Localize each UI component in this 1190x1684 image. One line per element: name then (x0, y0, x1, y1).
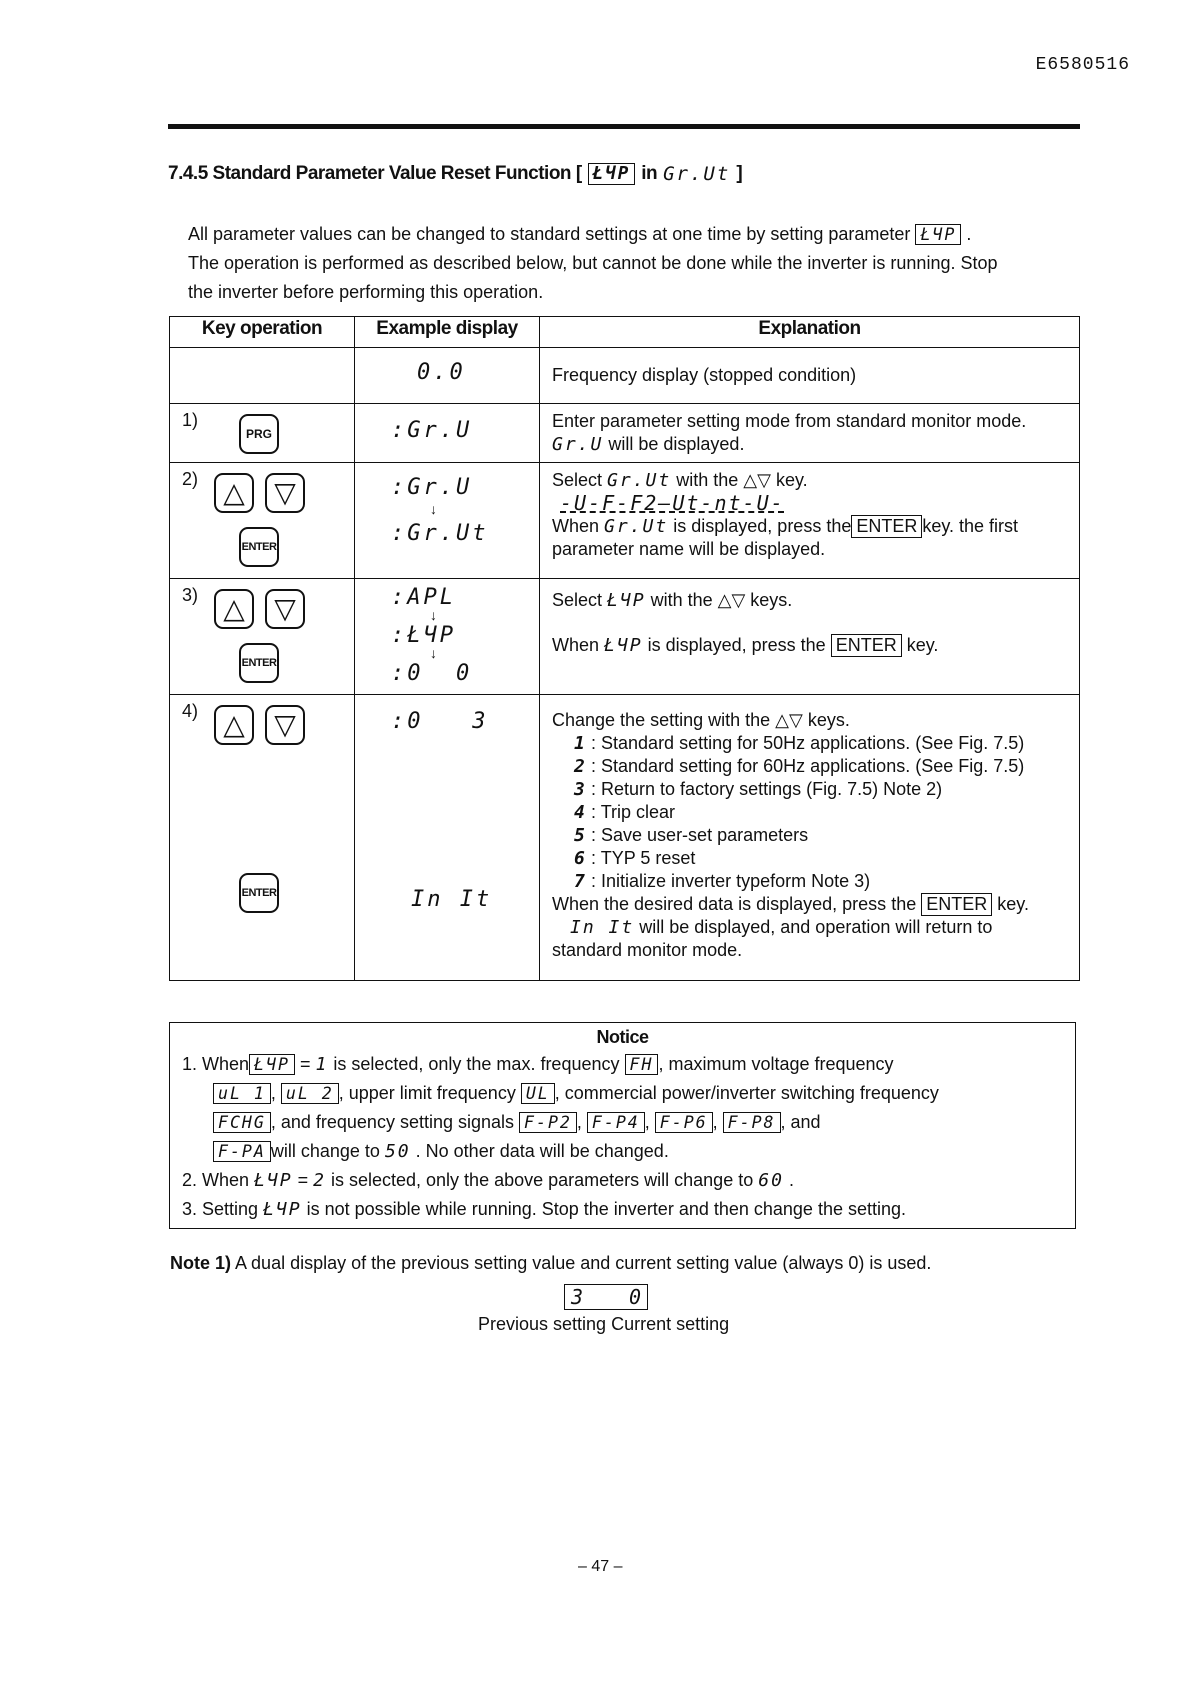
intro-line1: All parameter values can be changed to standard settings at one time by setting parameter (188, 224, 911, 244)
display-code: ŁЧP (607, 590, 646, 611)
header-rule (168, 124, 1080, 129)
display-cell (355, 579, 540, 695)
dual-display-box (564, 1284, 648, 1310)
notice-text: = (297, 1170, 309, 1190)
operation-table (169, 316, 1080, 981)
explanation-text: When (552, 635, 600, 655)
explanation-cell: Frequency display (stopped condition) (540, 348, 1080, 404)
display-code: 60 (758, 1170, 784, 1191)
param-box: F-P2 (519, 1112, 577, 1133)
down-key-icon: ▽ (265, 705, 305, 745)
notice-text: . No other data will be changed. (415, 1141, 669, 1161)
notice-text: is not possible while running. Stop the inverter and then change the setting. (306, 1199, 906, 1219)
display-code: ŁЧP (263, 1199, 302, 1220)
notice-text: 1. When (182, 1054, 250, 1074)
display-code: Gr.Ut (604, 516, 669, 537)
down-arrow-icon: ↓ (430, 501, 437, 517)
heading-prefix: 7.4.5 Standard Parameter Value Reset Function [ (168, 163, 582, 185)
notice-box (169, 1022, 1076, 1229)
notice-text: , commercial power/inverter switching frequency (554, 1083, 939, 1103)
option-list (552, 732, 1067, 893)
notice-text: is selected, only the above parameters will change to (330, 1170, 754, 1190)
param-box: uL 1 (213, 1083, 271, 1104)
current-setting-value: 0 (628, 1285, 641, 1309)
notice-text: , maximum voltage frequency (658, 1054, 894, 1074)
step-number: 4) (182, 701, 199, 721)
section-heading (168, 163, 742, 185)
step-number: 3) (182, 585, 199, 605)
explanation-line: will be displayed. (608, 434, 745, 454)
document-id: E6580516 (1035, 55, 1130, 75)
param-box: FCHG (213, 1112, 271, 1133)
enter-key-icon: ENTER (239, 873, 279, 913)
display-code: Gr.Ut (607, 470, 672, 491)
display-value: :Gr.Ut (391, 521, 489, 546)
table-row (170, 348, 1080, 404)
list-item: 1 : Standard setting for 50Hz applications. (See Fig. 7.5) (574, 733, 1025, 754)
parameter-sequence: -U-F-F2—Ut-nt-U- (560, 491, 785, 515)
display-value: 0.0 (417, 360, 466, 385)
key-cell (170, 463, 355, 579)
display-code: 1 (315, 1054, 329, 1075)
header-key-operation: Key operation (170, 317, 355, 348)
explanation-text: Select (552, 590, 603, 610)
display-code: Gr.U (552, 434, 604, 455)
explanation-text: When (552, 516, 600, 536)
step-number: 1) (182, 410, 199, 430)
list-item: 2 : Standard setting for 60Hz applications. (See Fig. 7.5) (574, 756, 1025, 777)
display-value: :Gr.U (391, 418, 473, 443)
explanation-text: is displayed, press the (673, 516, 852, 536)
table-row (170, 579, 1080, 695)
notice-text: = (299, 1054, 311, 1074)
display-code: 50 (384, 1141, 411, 1162)
heading-in: in (641, 163, 658, 185)
intro-line3: the inverter before performing this operation. (188, 282, 544, 302)
param-box: ŁЧP (249, 1054, 295, 1075)
notice-text: is selected, only the max. frequency (333, 1054, 620, 1074)
dual-display-caption: Previous setting Current setting (478, 1314, 730, 1334)
notice-title: Notice (596, 1027, 649, 1047)
table-row (170, 463, 1080, 579)
explanation-text: key. (997, 894, 1029, 914)
header-example-display: Example display (355, 317, 540, 348)
key-cell (170, 404, 355, 463)
notice-text: . (788, 1170, 794, 1190)
notice-text: 2. When (182, 1170, 250, 1190)
down-key-icon: ▽ (265, 589, 305, 629)
key-cell (170, 695, 355, 981)
param-box: F-P8 (723, 1112, 781, 1133)
display-value: :0 0 (391, 661, 473, 686)
explanation-text: When the desired data is displayed, press the (552, 894, 917, 914)
header-explanation: Explanation (540, 317, 1080, 348)
prg-key-icon: PRG (239, 414, 279, 454)
display-value: :0 3 (391, 709, 489, 734)
intro-line1-end: . (966, 224, 972, 244)
up-key-icon: △ (214, 473, 254, 513)
display-value: :Gr.U (391, 475, 473, 500)
notice-text: , and frequency setting signals (270, 1112, 515, 1132)
down-key-icon: ▽ (265, 473, 305, 513)
down-arrow-icon: ↓ (430, 607, 437, 623)
intro-paragraph (188, 220, 1078, 307)
display-value: In It (411, 887, 493, 912)
explanation-line: Enter parameter setting mode from standard monitor mode. (552, 411, 1027, 431)
note-text: A dual display of the previous setting value and current setting value (always 0) is used. (235, 1253, 932, 1273)
explanation-text: key. the first (922, 516, 1019, 536)
enter-key-label: ENTER (851, 515, 922, 538)
display-value: :APL (391, 585, 456, 610)
display-cell (355, 404, 540, 463)
enter-key-label: ENTER (831, 634, 902, 657)
display-code: ŁЧP (604, 635, 643, 656)
heading-param-box: ŁЧP (588, 163, 636, 185)
list-item: 4 : Trip clear (574, 802, 676, 823)
list-item: 6 : TYP 5 reset (574, 848, 696, 869)
explanation-cell (540, 404, 1080, 463)
explanation-cell (540, 463, 1080, 579)
up-key-icon: △ (214, 589, 254, 629)
step-number: 2) (182, 469, 199, 489)
notice-text: , and (780, 1112, 821, 1132)
param-box: FH (625, 1054, 659, 1075)
explanation-cell (540, 579, 1080, 695)
intro-param-box: ŁЧP (915, 224, 961, 245)
explanation-line: parameter name will be displayed. (552, 539, 826, 559)
notice-text: , upper limit frequency (338, 1083, 516, 1103)
display-cell (355, 348, 540, 404)
enter-key-icon: ENTER (239, 527, 279, 567)
display-code: 2 (313, 1170, 326, 1191)
notice-body: 1. When ŁЧP = 1 is selected, only the max. frequency FH , maximum voltage frequency uL 1 , uL 2 , upper limit frequency UL , commercial power/inverter switching frequency FCHG , and frequency setting signals F-P2 , F-P4 , F-P6 , F-P8 , and F-PA will change to 50 . No other data will be changed. 2. When ŁЧP = 2 is selected, only the above parameters will change to 60 . 3. Setting ŁЧP is not possible while running. Stop the inverter and then change the setting. (182, 1054, 939, 1220)
heading-group: Gr.Ut (663, 163, 731, 186)
up-key-icon: △ (214, 705, 254, 745)
key-cell (170, 579, 355, 695)
heading-suffix: ] (736, 163, 743, 185)
param-box: F-P4 (587, 1112, 645, 1133)
explanation-cell (540, 695, 1080, 981)
explanation-text: is displayed, press the (647, 635, 826, 655)
display-value: :ŁЧP (391, 623, 456, 648)
intro-line2: The operation is performed as described below, but cannot be done while the inverter is running. Stop (188, 253, 998, 273)
dual-display-example (564, 1284, 648, 1310)
param-box: uL 2 (281, 1083, 339, 1104)
notice-text: 3. Setting (182, 1199, 259, 1219)
list-item: 7 : Initialize inverter typeform Note 3) (574, 871, 871, 892)
table-row (170, 695, 1080, 981)
note-1 (170, 1253, 931, 1274)
previous-setting-value: 3 (571, 1285, 584, 1309)
display-cell (355, 695, 540, 981)
explanation-line: Change the setting with the △▽ keys. (552, 710, 850, 730)
list-item: 3 : Return to factory settings (Fig. 7.5) Note 2) (574, 779, 943, 800)
display-cell (355, 463, 540, 579)
explanation-text: with the △▽ key. (676, 470, 808, 490)
key-cell-empty (170, 348, 355, 404)
notice-text: will change to (270, 1141, 380, 1161)
enter-key-label: ENTER (921, 893, 992, 916)
down-arrow-icon: ↓ (430, 645, 437, 661)
explanation-line: standard monitor mode. (552, 940, 743, 960)
table-header-row (170, 317, 1080, 348)
explanation-text: with the △▽ keys. (650, 590, 793, 610)
explanation-text: will be displayed, and operation will return to (639, 917, 993, 937)
param-box: F-P6 (655, 1112, 713, 1133)
enter-key-icon: ENTER (239, 643, 279, 683)
param-box: F-PA (213, 1141, 271, 1162)
param-box: UL (521, 1083, 555, 1104)
table-row (170, 404, 1080, 463)
explanation-text: key. (906, 635, 939, 655)
display-code: In It (570, 917, 635, 938)
list-item: 5 : Save user-set parameters (574, 825, 809, 846)
display-code: ŁЧP (254, 1170, 293, 1191)
note-label: Note 1) (170, 1253, 232, 1273)
explanation-text: Select (552, 470, 603, 490)
page-number: – 47 – (578, 1558, 623, 1575)
